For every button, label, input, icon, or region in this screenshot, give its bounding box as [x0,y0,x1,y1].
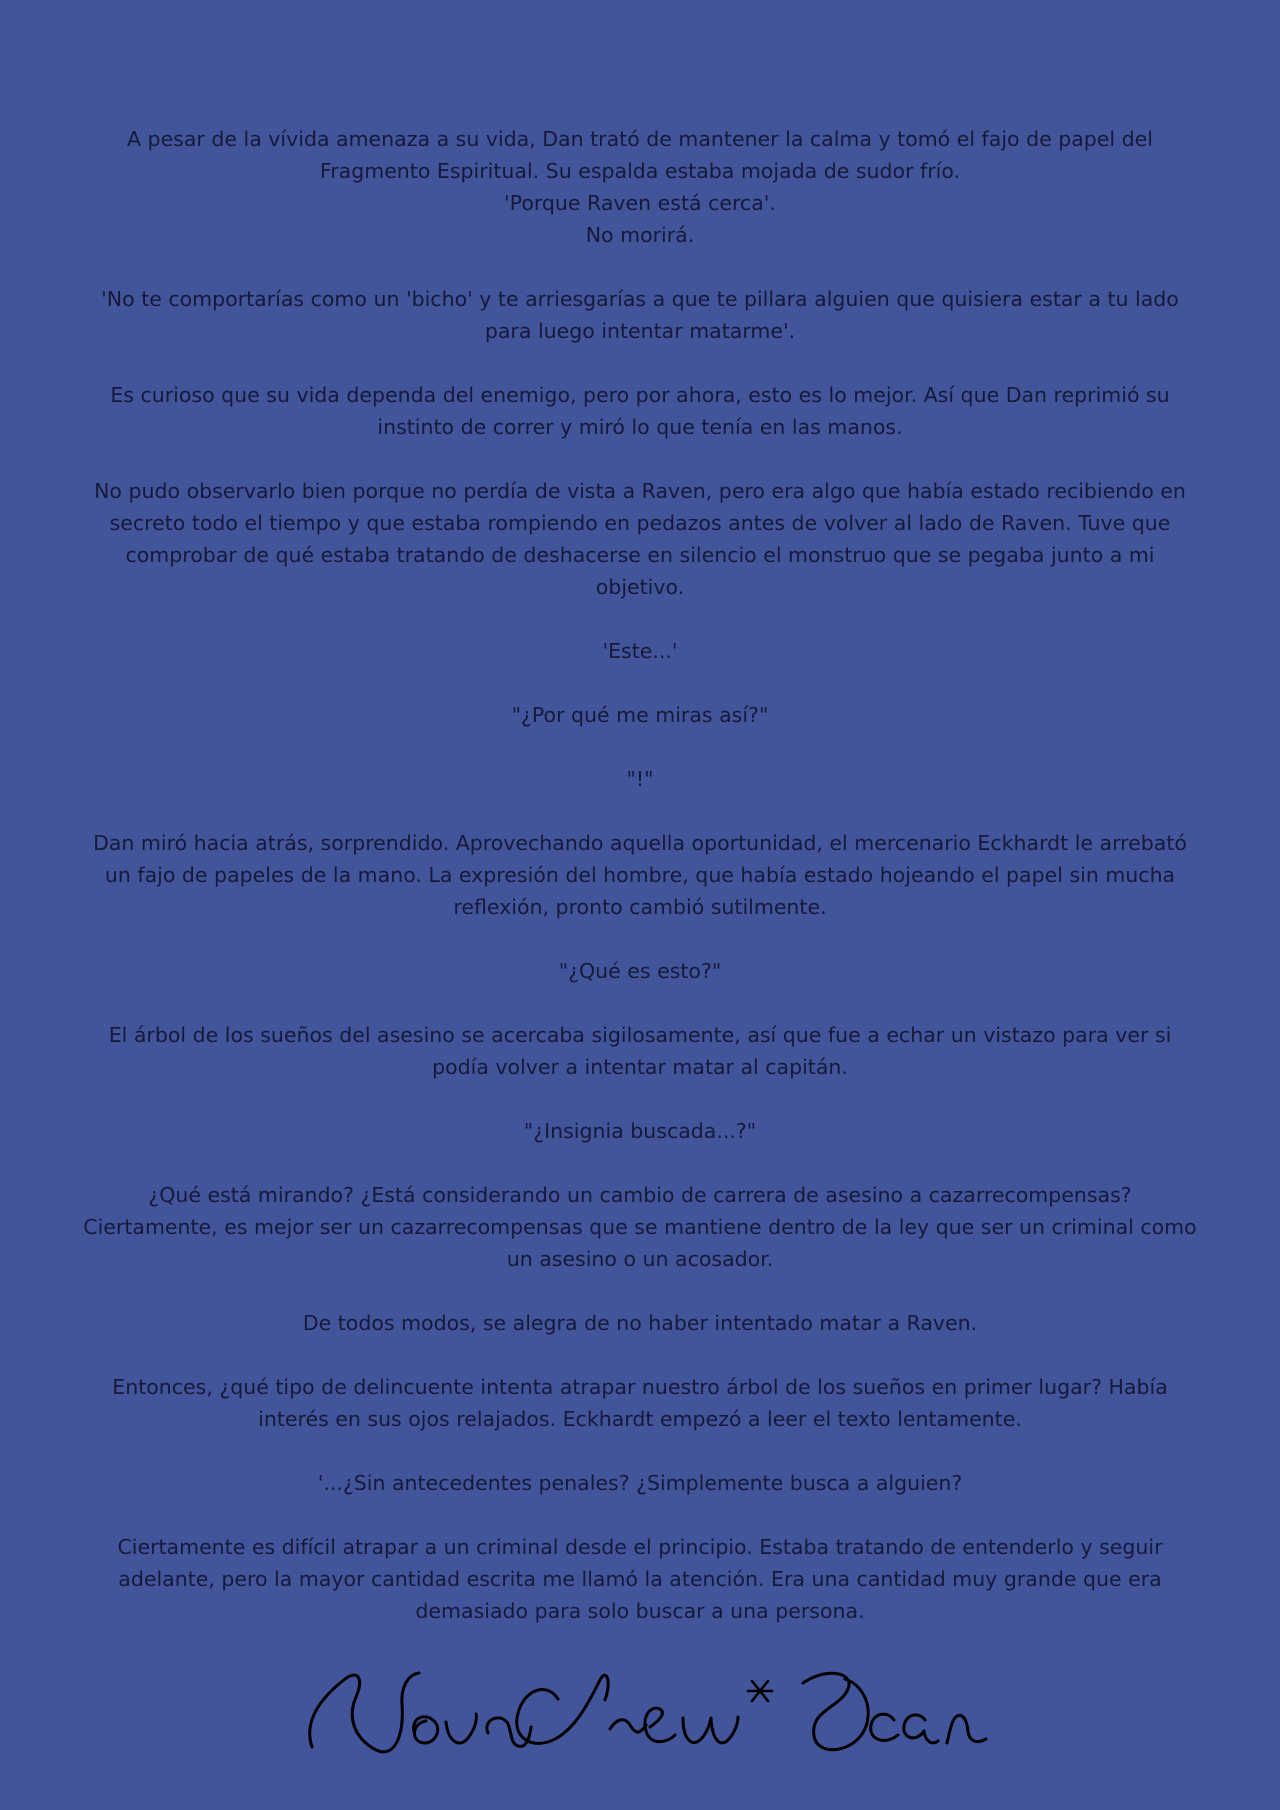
paragraph [80,699,1200,731]
text-line: 'No te comportarías como un 'bicho' y te arriesgarías a que te pillara alguien que quisiera estar a tu lado para luego intentar matarme'. [101,287,1179,343]
text-line: ¿Qué está mirando? ¿Está considerando un cambio de carrera de asesino a cazarrecompensas? Ciertamente, es mejor ser un cazarrecompensas que se mantiene dentro de la ley que ser un criminal como un asesino o un acosador. [83,1183,1197,1271]
paragraph [80,475,1200,603]
text-line: No pudo observarlo bien porque no perdía de vista a Raven, pero era algo que había estado recibiendo en secreto todo el tiempo y que estaba rompiendo en pedazos antes de volver al lado de Raven. Tuve que comprobar de qué estaba tratando de deshacerse en silencio el monstruo que se pegaba junto a mi objetivo. [94,479,1186,599]
paragraph [80,283,1200,347]
text-line: 'Porque Raven está cerca'. [504,191,776,215]
paragraph [80,1019,1200,1083]
text-line: Entonces, ¿qué tipo de delincuente intenta atrapar nuestro árbol de los sueños en primer lugar? Había interés en sus ojos relajados. Eckhardt empezó a leer el texto lentamente. [112,1375,1168,1431]
text-line: Dan miró hacia atrás, sorprendido. Aprovechando aquella oportunidad, el mercenario Eckhardt le arrebató un fajo de papeles de la mano. La expresión del hombre, que había estado hojeando el papel sin mucha reflexión, pronto cambió sutilmente. [93,831,1187,919]
paragraph [80,123,1200,251]
paragraph [80,1179,1200,1275]
paragraph [80,1307,1200,1339]
paragraph [80,827,1200,923]
text-line: De todos modos, se alegra de no haber intentado matar a Raven. [302,1311,978,1335]
text-line: No morirá. [585,223,695,247]
text-line: "¿Insignia buscada...?" [523,1119,757,1143]
text-line: "!" [626,767,654,791]
paragraph [80,955,1200,987]
story-text [80,123,1200,1659]
text-line: "¿Por qué me miras así?" [511,703,769,727]
paragraph [80,763,1200,795]
text-line: A pesar de la vívida amenaza a su vida, Dan trató de mantener la calma y tomó el fajo de papel del Fragmento Espiritual. Su espalda estaba mojada de sudor frío. [127,127,1153,183]
paragraph [80,1531,1200,1627]
text-line: 'Este...' [602,639,678,663]
text-line: Es curioso que su vida dependa del enemigo, pero por ahora, esto es lo mejor. Así que Dan reprimió su instinto de correr y miró lo que tenía en las manos. [110,383,1170,439]
text-line: El árbol de los sueños del asesino se acercaba sigilosamente, así que fue a echar un vistazo para ver si podía volver a intentar matar al capitán. [108,1023,1172,1079]
paragraph [80,1115,1200,1147]
text-line: "¿Qué es esto?" [558,959,722,983]
scanlation-signature [300,1655,1000,1775]
paragraph [80,1371,1200,1435]
text-line: '...¿Sin antecedentes penales? ¿Simplemente busca a alguien? [317,1471,963,1495]
paragraph [80,1467,1200,1499]
paragraph [80,635,1200,667]
text-line: Ciertamente es difícil atrapar a un criminal desde el principio. Estaba tratando de entenderlo y seguir adelante, pero la mayor cantidad escrita me llamó la atención. Era una cantidad muy grande que era demasiado para solo buscar a una persona. [117,1535,1163,1623]
paragraph [80,379,1200,443]
